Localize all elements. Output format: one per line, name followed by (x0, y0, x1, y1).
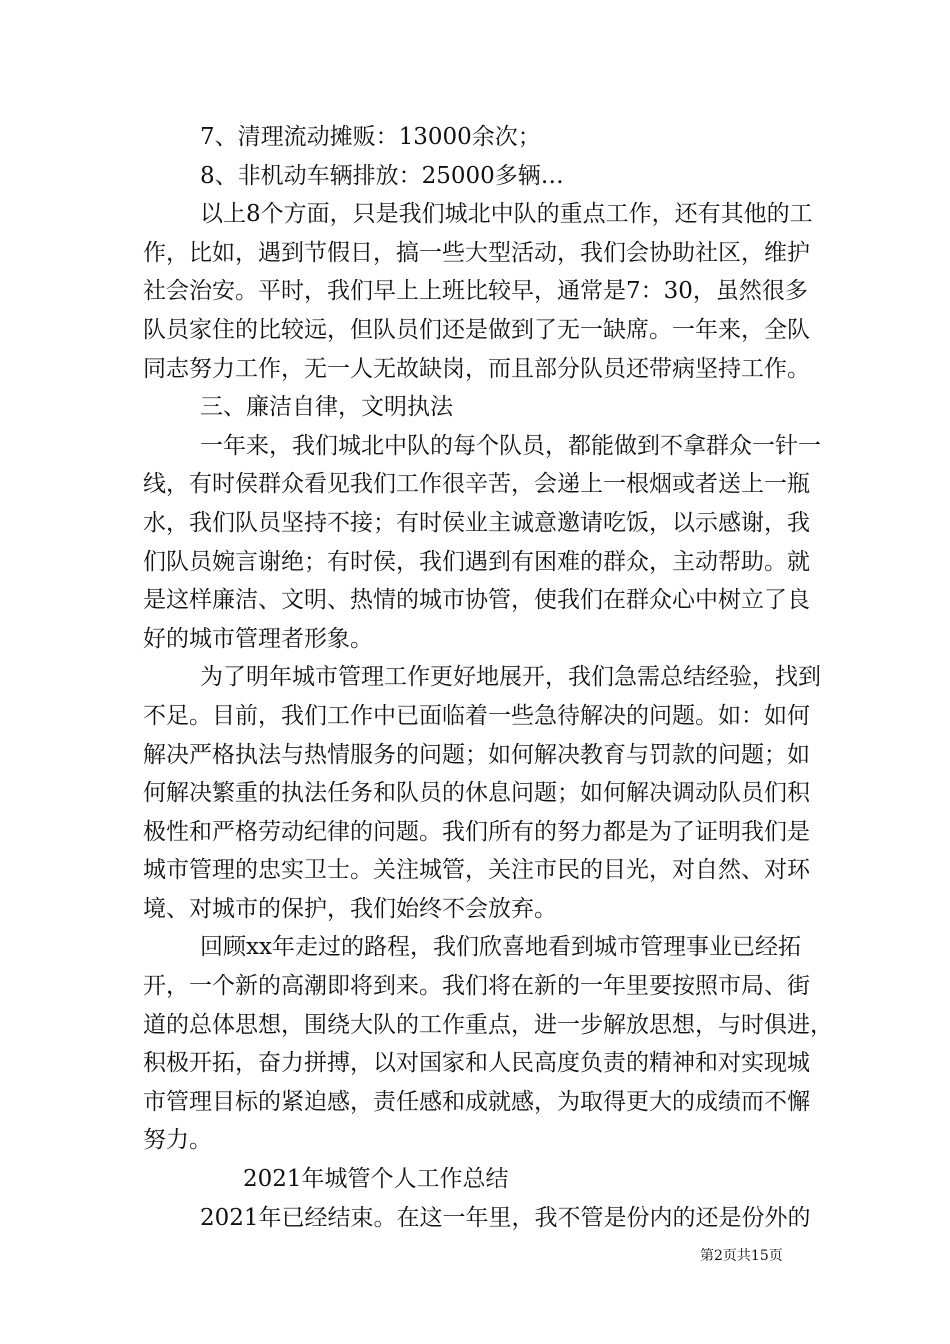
text-line: 好的城市管理者形象。 (143, 625, 373, 652)
text-line: 8、非机动车辆排放：25000多辆… (200, 162, 564, 189)
text-line: 积极开拓，奋力拼搏，以对国家和人民高度负责的精神和对实现城 (143, 1050, 810, 1077)
document-body (143, 118, 833, 1237)
text-line: 回顾xx年走过的路程，我们欣喜地看到城市管理事业已经拓 (200, 934, 801, 961)
text-line: 极性和严格劳动纪律的问题。我们所有的努力都是为了证明我们是 (143, 818, 810, 845)
text-line: 们队员婉言谢绝；有时侯，我们遇到有困难的群众，主动帮助。就 (143, 548, 810, 575)
text-line: 道的总体思想，围绕大队的工作重点，进一步解放思想，与时俱进， (143, 1011, 833, 1038)
text-line: 作，比如，遇到节假日，搞一些大型活动，我们会协助社区，维护 (143, 239, 810, 266)
text-line: 解决严格执法与热情服务的问题；如何解决教育与罚款的问题；如 (143, 741, 810, 768)
section-title: 2021年城管个人工作总结 (243, 1166, 509, 1193)
text-line: 何解决繁重的执法任务和队员的休息问题；如何解决调动队员们积 (143, 780, 810, 807)
text-line: 线，有时侯群众看见我们工作很辛苦，会递上一根烟或者送上一瓶 (143, 471, 810, 498)
text-line: 城市管理的忠实卫士。关注城管，关注市民的目光，对自然、对环 (143, 857, 810, 884)
text-line: 境、对城市的保护，我们始终不会放弃。 (143, 895, 557, 922)
text-line: 努力。 (143, 1127, 212, 1154)
text-line: 三、廉洁自律，文明执法 (200, 394, 453, 421)
text-line: 水，我们队员坚持不接；有时侯业主诚意邀请吃饭，以示感谢，我 (143, 509, 810, 536)
text-line: 社会治安。平时，我们早上上班比较早，通常是7：30，虽然很多 (143, 278, 808, 305)
text-line: 不足。目前，我们工作中已面临着一些急待解决的问题。如：如何 (143, 702, 810, 729)
text-line: 是这样廉洁、文明、热情的城市协管，使我们在群众心中树立了良 (143, 587, 810, 614)
text-line: 市管理目标的紧迫感，责任感和成就感，为取得更大的成绩而不懈 (143, 1088, 810, 1115)
text-line: 为了明年城市管理工作更好地展开，我们急需总结经验，找到 (200, 664, 821, 691)
text-line: 2021年已经结束。在这一年里，我不管是份内的还是份外的 (200, 1204, 811, 1231)
page-number: 第2页共15页 (700, 1248, 783, 1264)
text-line: 7、清理流动摊贩：13000余次； (200, 124, 541, 150)
text-line: 以上8个方面，只是我们城北中队的重点工作，还有其他的工 (200, 201, 813, 228)
text-line: 一年来，我们城北中队的每个队员，都能做到不拿群众一针一 (200, 432, 821, 459)
text-line: 同志努力工作，无一人无故缺岗，而且部分队员还带病坚持工作。 (143, 355, 810, 382)
text-line: 队员家住的比较远，但队员们还是做到了无一缺席。一年来，全队 (143, 316, 810, 343)
text-line: 开，一个新的高潮即将到来。我们将在新的一年里要按照市局、街 (143, 973, 810, 1000)
